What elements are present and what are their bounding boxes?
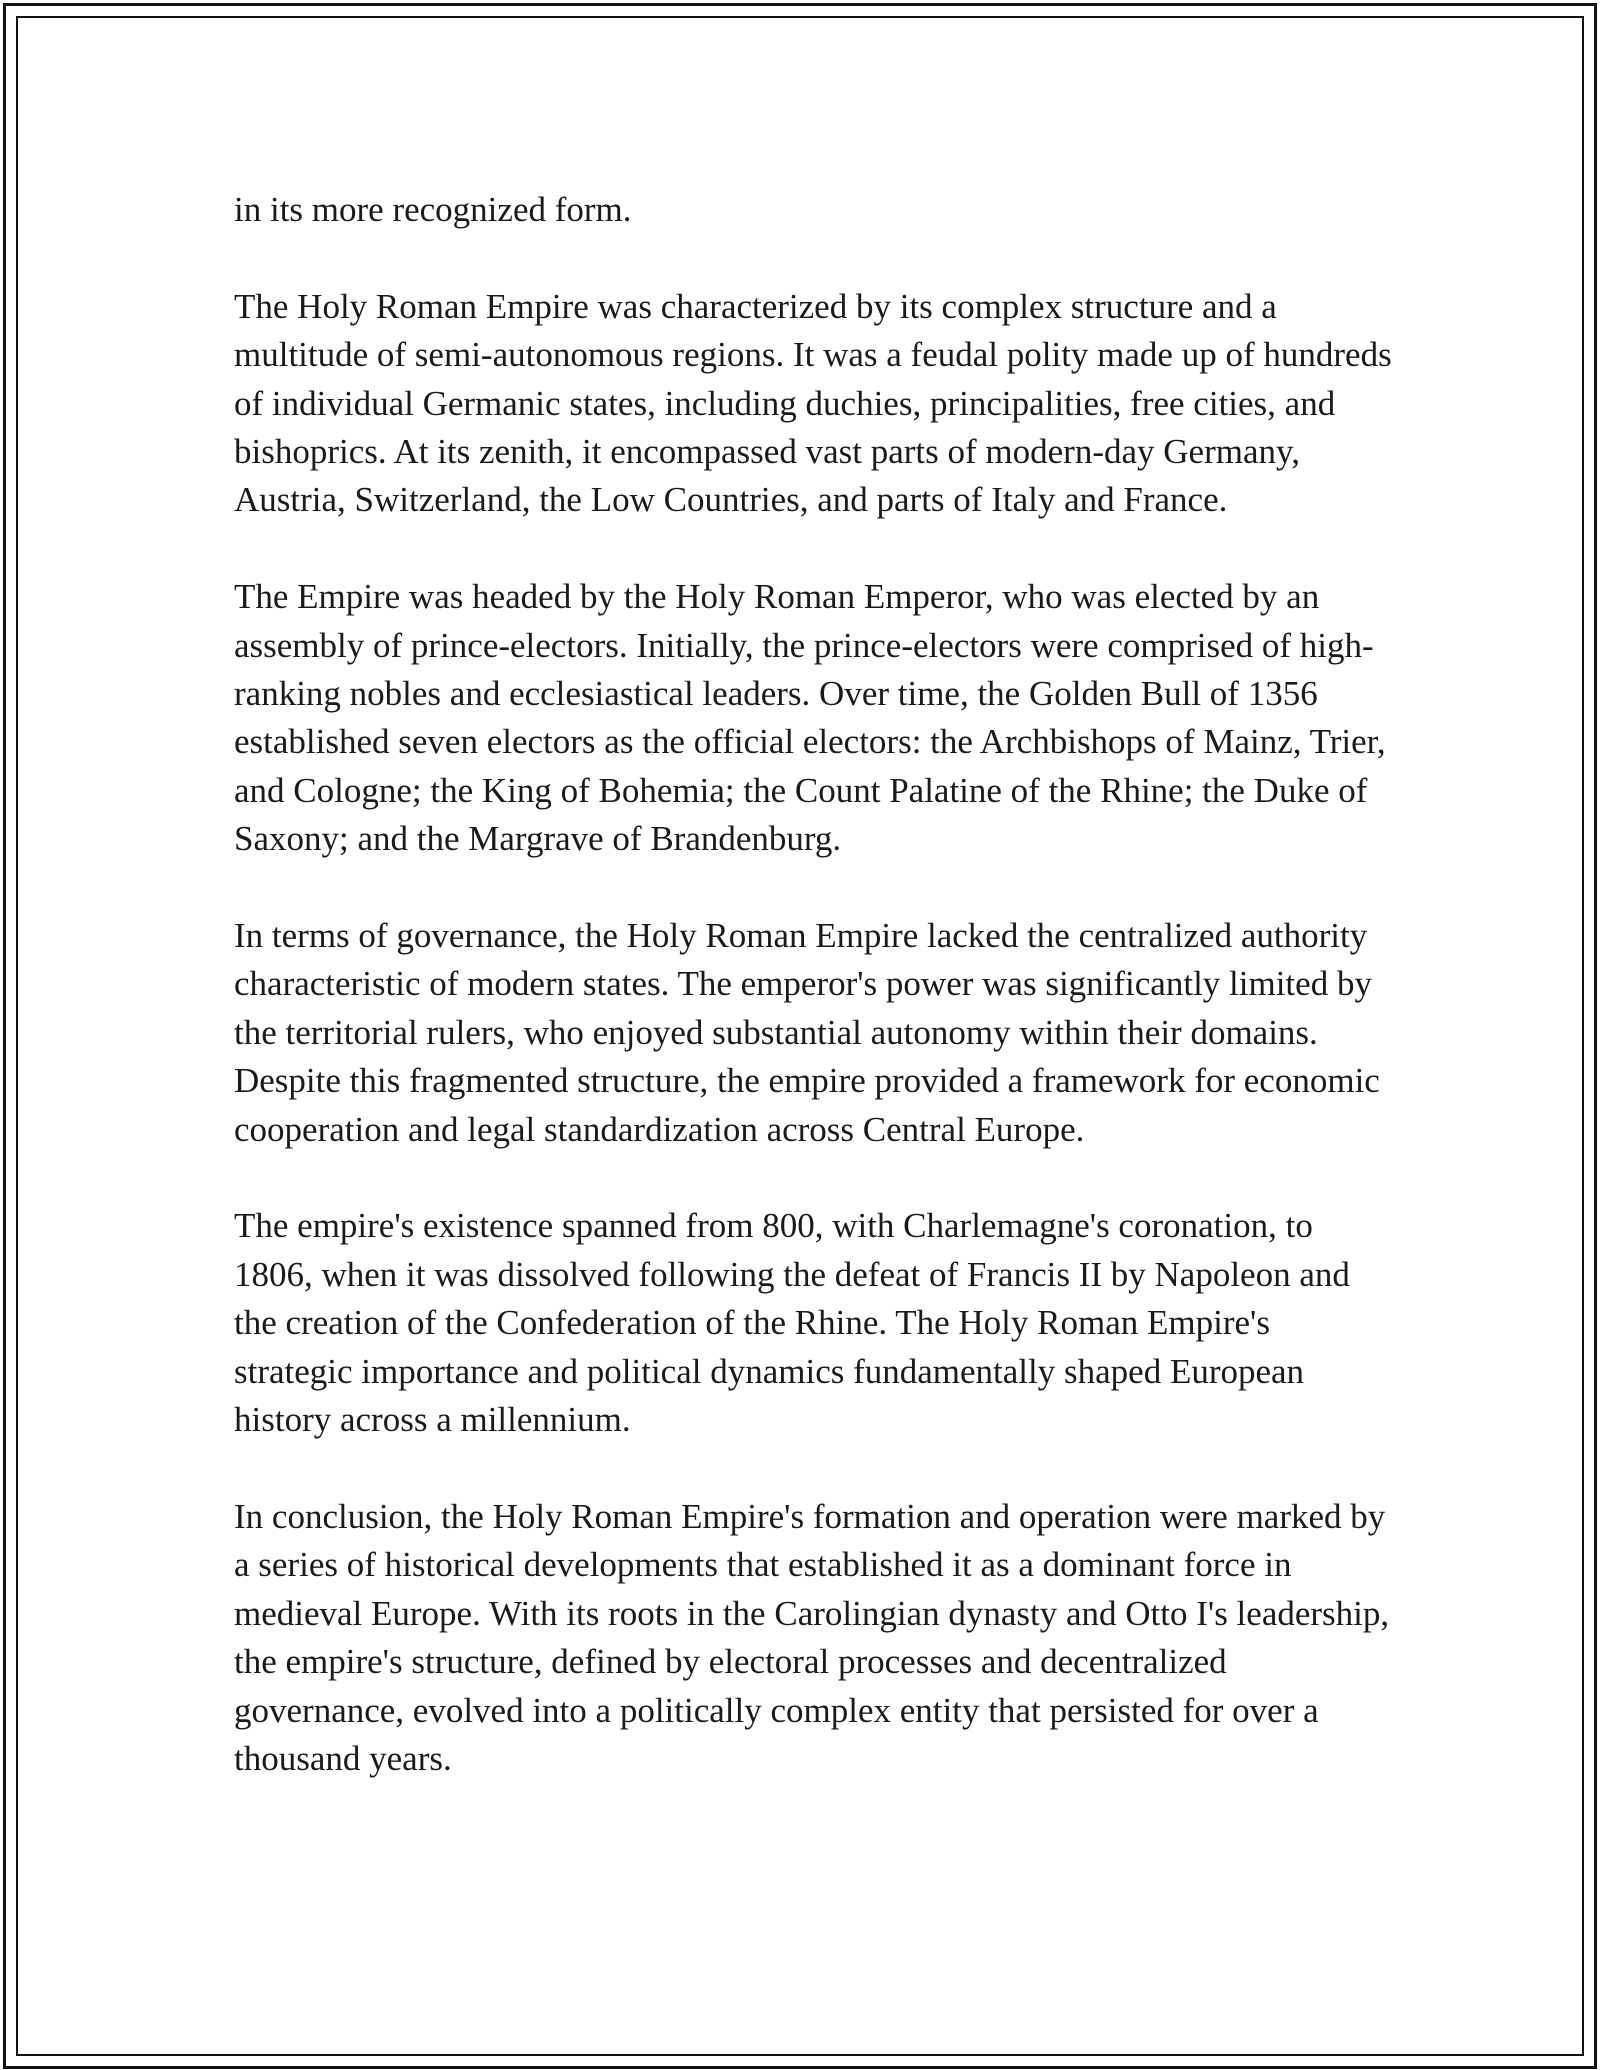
paragraph-conclusion: In conclusion, the Holy Roman Empire's formation and operation were marked by a series of historical developments that established it as a dominant force in medieval Europe. With its roots in the Carolingian dynasty and Otto I's leadership, the empire's structure, defined by electoral processes and decentralized governance, evolved into a politically complex entity that persisted for over a thousand years.: [234, 1496, 1390, 1778]
paragraph-timeline: The empire's existence spanned from 800, with Charlemagne's coronation, to 1806, when it was dissolved following the defeat of Francis II by Napoleon and the creation of the Confederation of the Rhine. The Holy Roman Empire's strategic importance and political dynamics fundamentally shaped European history across a millennium.: [234, 1206, 1350, 1440]
paragraph-emperor-electors: The Empire was headed by the Holy Roman Emperor, who was elected by an assembly of prince-electors. Initially, the prince-electors were comprised of high-ranking nobles and ecclesiastical leaders. Over time, the Golden Bull of 1356 established seven electors as the official electors: the Archbishops of Mainz, Trier, and Cologne; the King of Bohemia; the Count Palatine of the Rhine; the Duke of Saxony; and the Margrave of Brandenburg.: [234, 577, 1386, 859]
paragraph-governance: In terms of governance, the Holy Roman Empire lacked the centralized authority characteristic of modern states. The emperor's power was significantly limited by the territorial rulers, who enjoyed substantial autonomy within their domains. Despite this fragmented structure, the empire provided a framework for economic cooperation and legal standardization across Central Europe.: [234, 916, 1380, 1149]
paragraph-continuation: in its more recognized form.: [234, 190, 632, 229]
paragraph-structure: The Holy Roman Empire was characterized by its complex structure and a multitude of semi-autonomous regions. It was a feudal polity made up of hundreds of individual Germanic states, including duchies, principalities, free cities, and bishoprics. At its zenith, it encompassed vast parts of modern-day Germany, Austria, Switzerland, the Low Countries, and parts of Italy and France.: [234, 286, 1392, 520]
document-body: [234, 186, 1394, 1783]
